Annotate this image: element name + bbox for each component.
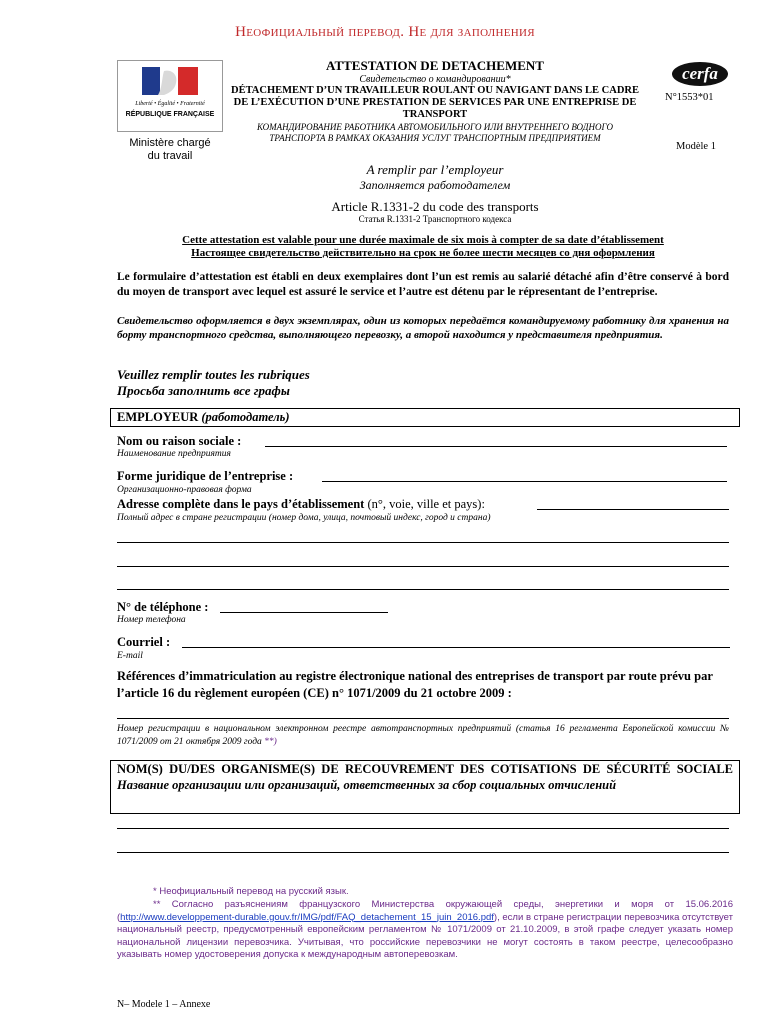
model-number: Modèle 1 xyxy=(676,141,716,152)
registry-footnote-mark: **) xyxy=(264,737,277,747)
fill-all-ru: Просьба заполнить все графы xyxy=(117,383,290,398)
faq-link[interactable]: http://www.developpement-durable.gouv.fr/IMG/pdf/FAQ_detachement_15_juin_2016.pdf xyxy=(120,911,494,923)
legal-form-field[interactable] xyxy=(322,481,727,482)
article-reference-ru: Статья R.1331-2 Транспортного кодекса xyxy=(358,214,512,224)
ministry-line-1: Ministère chargé xyxy=(129,137,211,149)
phone-label: N° de téléphone : xyxy=(117,600,209,614)
ministry xyxy=(110,137,230,163)
organisms-line-1[interactable] xyxy=(117,828,729,829)
intro-text-ru: Свидетельство оформляется в двух экземплярах, один из которых передаётся командируемому работнику для хранения на борту транспортного средства, выполняющего перевозку, а второй находится у представителя предприятия. xyxy=(117,315,729,341)
email-ru: E-mail xyxy=(117,651,143,661)
company-name-ru: Наименование предприятия xyxy=(117,449,231,459)
address-line-4[interactable] xyxy=(117,589,729,590)
address-line-3[interactable] xyxy=(117,566,729,567)
marianne-icon xyxy=(118,61,222,131)
footnote-2-start: ** Согласно разъяснениям французского Министерства окружающей среды, энергетики и моря от 15.06.2016 ( xyxy=(117,899,733,923)
translation-banner: Неофициальный перевод. Не для заполнения xyxy=(235,24,535,40)
registry-ru xyxy=(117,723,729,749)
cerfa-logo: cerfa xyxy=(672,62,728,86)
employer-header-ru: (работодатель) xyxy=(201,410,290,424)
organisms-line-2[interactable] xyxy=(117,852,729,853)
phone-field[interactable] xyxy=(220,612,388,613)
employer-header: EMPLOYEUR xyxy=(117,410,199,424)
phone-ru: Номер телефона xyxy=(117,615,186,625)
legal-form-label: Forme juridique de l’entreprise : xyxy=(117,469,294,483)
fill-all-fr: Veuillez remplir toutes les rubriques xyxy=(117,367,310,382)
email-label: Courriel : xyxy=(117,635,171,649)
phone-row xyxy=(117,600,729,615)
organisms-header: NOM(S) DU/DES ORGANISME(S) DE RECOUVREMENT DES COTISATIONS DE SÉCURITÉ SOCIALE xyxy=(117,762,733,776)
intro-text: Le formulaire d’attestation est établi en deux exemplaires dont l’un est remis au salarié détaché afin d’être conservé à bord du moyen de transport avec lequel est assuré le service et l’autre est détenu par le répresentant de l’entreprise. xyxy=(117,271,729,298)
legal-form-ru: Организационно-правовая форма xyxy=(117,485,252,495)
company-name-label: Nom ou raison sociale : xyxy=(117,434,242,448)
address-hint: (n°, voie, ville et pays): xyxy=(367,497,485,511)
address-line-2[interactable] xyxy=(117,542,729,543)
validity-notice xyxy=(117,234,729,260)
footnote-2 xyxy=(117,899,733,962)
address-ru: Полный адрес в стране регистрации (номер дома, улица, почтовый индекс, город и страна) xyxy=(117,513,491,523)
form-title-ru: Свидетельство о командировании* xyxy=(359,74,511,85)
validity-fr: Cette attestation est valable pour une durée maximale de six mois à compter de sa date d’établissement xyxy=(182,234,664,246)
logo-motto: Liberté • Égalité • Fraternité xyxy=(135,101,205,107)
organisms-section xyxy=(110,760,740,814)
annexe-label: N– Modele 1 – Annexe xyxy=(117,999,211,1010)
article-reference: Article R.1331-2 du code des transports xyxy=(331,199,539,214)
footnote-2-end: ), если в стране регистрации перевозчика отсутствует национальный реестр, предусмотренный европейским регламентом № 1071/2009 от 21.10.2009, в этой графе следует указать номер национальной лицензии перевозчика. Учитывая, что российские перевозчики не могут состоять в таком реестре, целесообразно указывать номер удостоверения допуска к международным автоперевозкам. xyxy=(117,911,733,960)
address-label: Adresse complète dans le pays d’établissement xyxy=(117,497,365,511)
republic-logo xyxy=(117,60,223,132)
registry-ru-text: Номер регистрации в национальном электронном реестре автотранспортных предприятий (статья 16 регламента Европейской комиссии № 1071/2009 от 21 октября 2009 года xyxy=(117,724,729,747)
validity-ru: Настоящее свидетельство действительно на срок не более шести месяцев со дня оформления xyxy=(191,247,655,259)
form-subtitle: DÉTACHEMENT D’UN TRAVAILLEUR ROULANT OU NAVIGANT DANS LE CADRE DE L’EXÉCUTION D’UNE PRESTATION DE SERVICES PAR UNE ENTREPRISE DE TRANSPORT xyxy=(230,85,640,120)
organisms-header-ru: Название организации или организаций, ответственных за сбор социальных отчислений xyxy=(117,778,617,792)
ministry-line-2: du travail xyxy=(147,150,193,162)
address-field[interactable] xyxy=(537,509,729,510)
logo-name: RÉPUBLIQUE FRANÇAISE xyxy=(125,111,215,118)
registry-label: Références d’immatriculation au registre électronique national des entreprises de transport par route prévu par l’article 16 du règlement européen (CE) n° 1071/2009 du 21 octobre 2009 : xyxy=(117,669,713,700)
fill-by-employer-ru: Заполняется работодателем xyxy=(359,178,511,192)
footnote-1: * Неофициальный перевод на русский язык. xyxy=(153,886,349,897)
cerfa-number: N°1553*01 xyxy=(665,92,714,103)
form-header xyxy=(230,58,640,144)
company-name-field[interactable] xyxy=(265,446,727,447)
form-title: ATTESTATION DE DETACHEMENT xyxy=(326,58,544,73)
email-field[interactable] xyxy=(182,647,730,648)
registry-field[interactable] xyxy=(117,718,729,719)
fill-all-instruction xyxy=(117,367,310,399)
employer-section-header xyxy=(110,408,740,427)
form-subtitle-ru: КОМАНДИРОВАНИЕ РАБОТНИКА АВТОМОБИЛЬНОГО ИЛИ ВНУТРЕННЕГО ВОДНОГО ТРАНСПОРТА В РАМКАХ ОКАЗАНИЯ УСЛУГ ТРАНСПОРТНЫМ ПРЕДПРИЯТИЕМ xyxy=(257,122,613,143)
fill-by-employer: A remplir par l’employeur xyxy=(366,162,504,177)
